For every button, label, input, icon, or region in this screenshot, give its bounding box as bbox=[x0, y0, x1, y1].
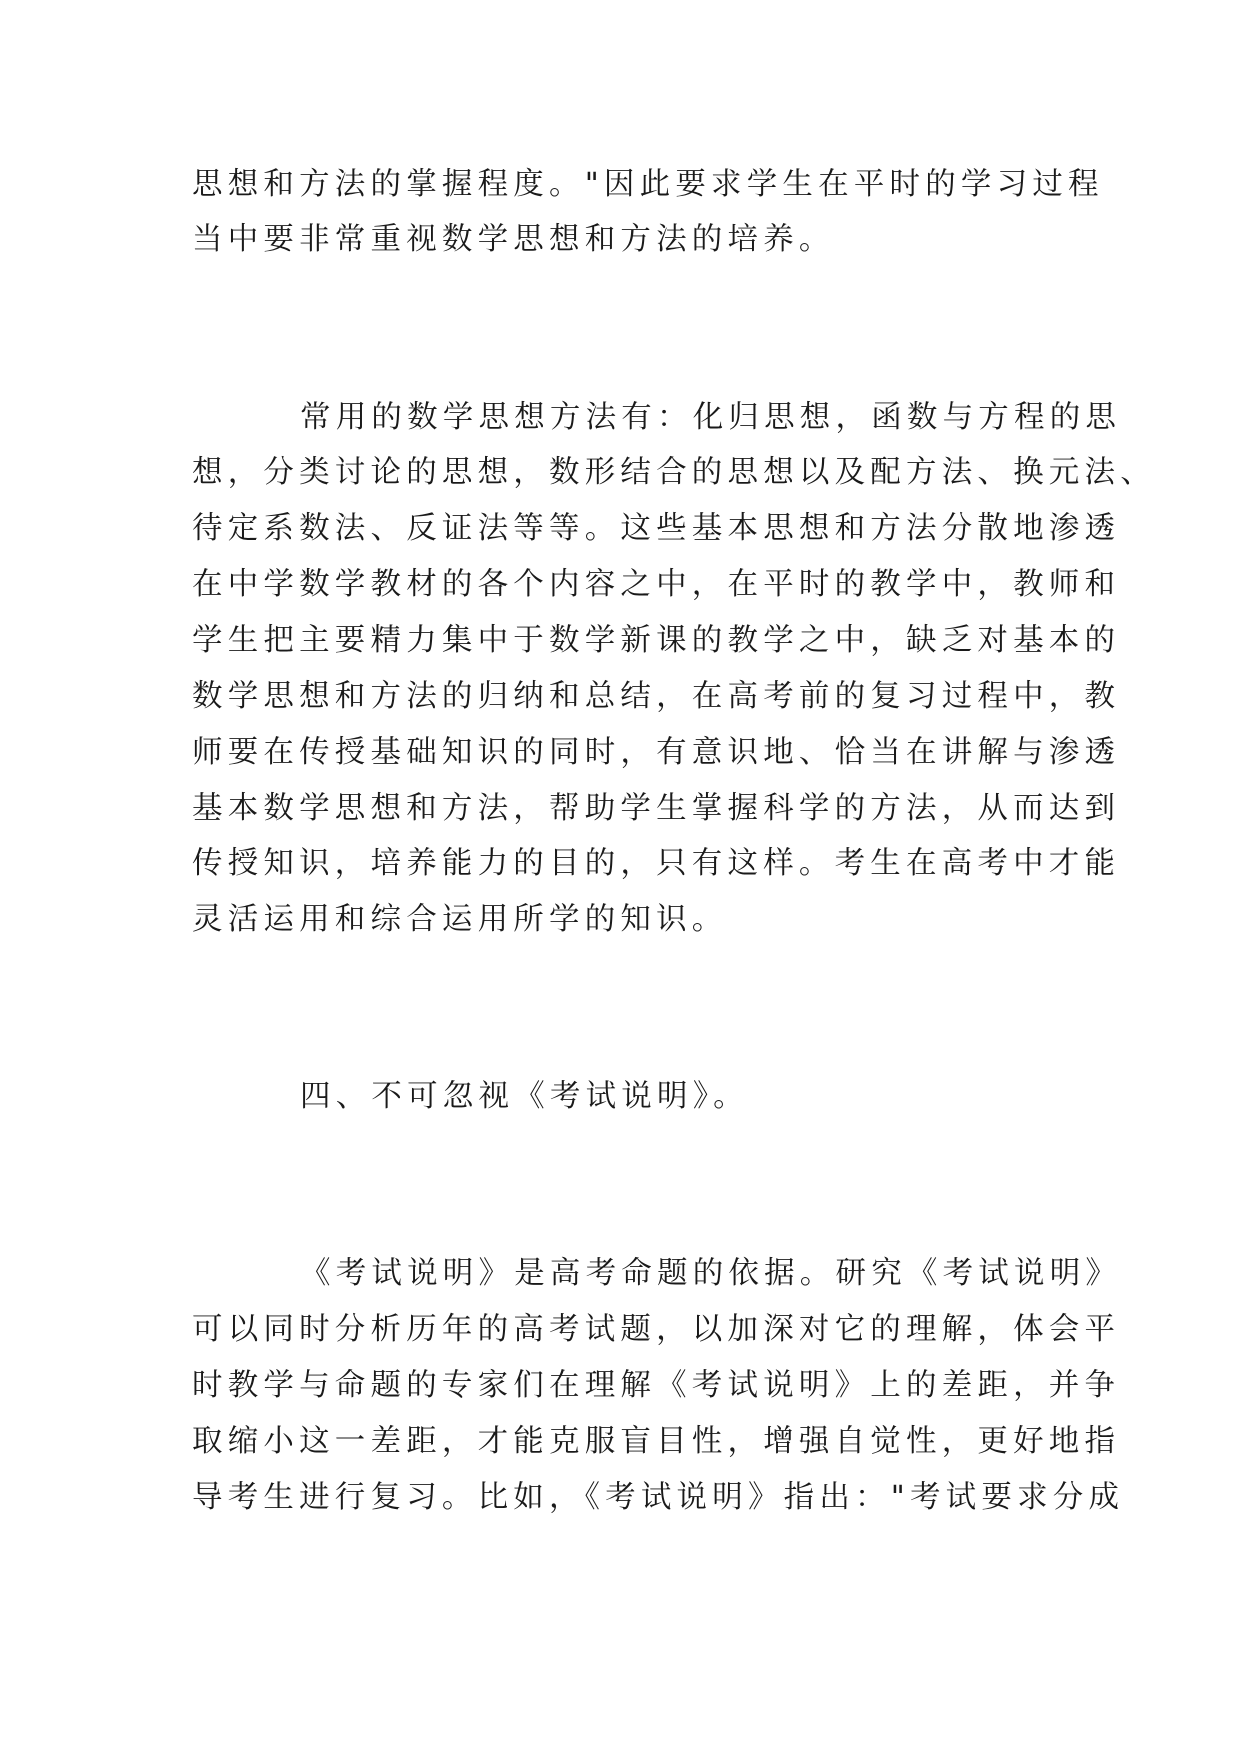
paragraph-1-line-2: 当中要非常重视数学思想和方法的培养。 bbox=[192, 222, 835, 257]
paragraph-2-line-8: 基本数学思想和方法，帮助学生掌握科学的方法，从而达到 bbox=[192, 791, 1121, 826]
paragraph-2-line-2: 想，分类讨论的思想，数形结合的思想以及配方法、换元法、 bbox=[192, 455, 1156, 490]
paragraph-3-line-2: 可以同时分析历年的高考试题，以加深对它的理解，体会平 bbox=[192, 1312, 1121, 1347]
paragraph-2-line-6: 数学思想和方法的归纳和总结，在高考前的复习过程中，教 bbox=[192, 679, 1121, 714]
paragraph-3-line-5: 导考生进行复习。比如，《考试说明》指出："考试要求分成 bbox=[192, 1480, 1125, 1515]
paragraph-2-line-4: 在中学数学教材的各个内容之中，在平时的教学中，教师和 bbox=[192, 567, 1121, 602]
paragraph-2-line-1: 常用的数学思想方法有：化归思想，函数与方程的思 bbox=[300, 400, 1122, 435]
paragraph-3-line-1: 《考试说明》是高考命题的依据。研究《考试说明》 bbox=[300, 1256, 1122, 1291]
paragraph-3-line-3: 时教学与命题的专家们在理解《考试说明》上的差距，并争 bbox=[192, 1368, 1121, 1403]
paragraph-2-line-5: 学生把主要精力集中于数学新课的教学之中，缺乏对基本的 bbox=[192, 623, 1121, 658]
paragraph-3-line-4: 取缩小这一差距，才能克服盲目性，增强自觉性，更好地指 bbox=[192, 1424, 1121, 1459]
paragraph-2-line-3: 待定系数法、反证法等等。这些基本思想和方法分散地渗透 bbox=[192, 511, 1121, 546]
paragraph-1-line-1: 思想和方法的掌握程度。"因此要求学生在平时的学习过程 bbox=[192, 167, 1104, 202]
paragraph-2-line-10: 灵活运用和综合运用所学的知识。 bbox=[192, 902, 728, 937]
paragraph-2-line-7: 师要在传授基础知识的同时，有意识地、恰当在讲解与渗透 bbox=[192, 735, 1121, 770]
section-heading: 四、不可忽视《考试说明》。 bbox=[300, 1079, 749, 1114]
paragraph-2-line-9: 传授知识，培养能力的目的，只有这样。考生在高考中才能 bbox=[192, 846, 1121, 881]
